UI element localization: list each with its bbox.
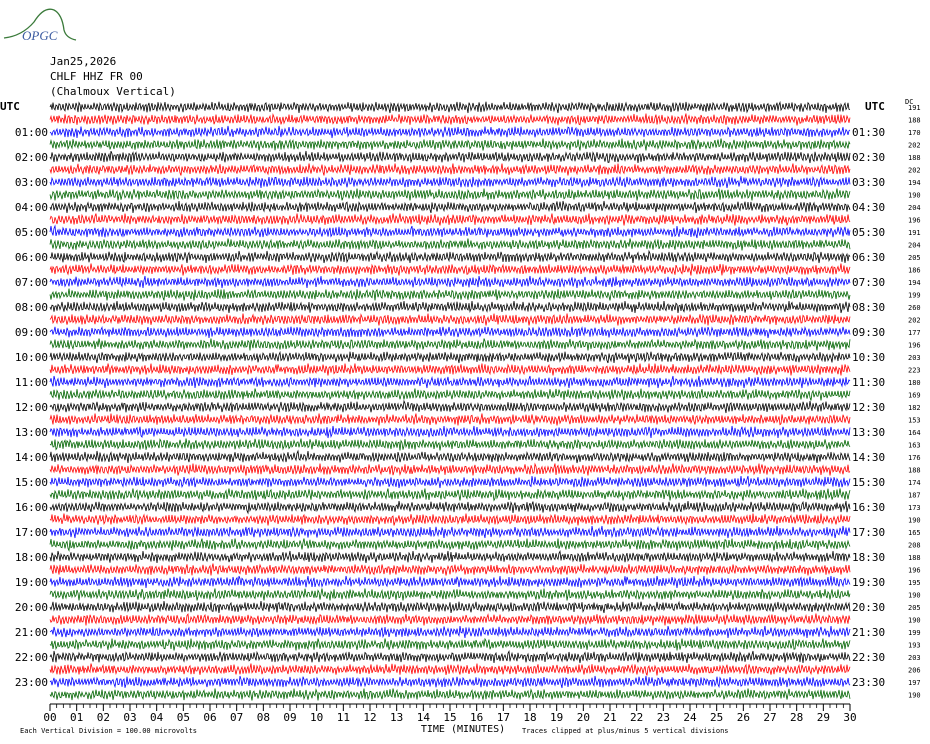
seismic-trace <box>50 514 850 526</box>
x-tick-label: 00 <box>43 711 57 724</box>
seismic-trace <box>50 151 850 163</box>
seismic-trace <box>50 626 850 638</box>
seismic-trace <box>50 239 850 251</box>
right-time-labels <box>852 126 885 689</box>
seismic-trace <box>50 426 850 438</box>
seismic-trace <box>50 601 850 613</box>
right-time-label: 20:30 <box>852 601 886 614</box>
dc-value: 205 <box>908 604 921 612</box>
left-time-label: 21:00 <box>14 626 48 639</box>
left-time-label: 10:00 <box>14 351 48 364</box>
x-tick-label: 02 <box>96 711 110 724</box>
dc-value: 202 <box>908 166 921 175</box>
header-location: (Chalmoux Vertical) <box>50 85 176 98</box>
left-time-label: 08:00 <box>14 301 48 314</box>
left-time-label: 09:00 <box>14 326 48 339</box>
dc-value: 190 <box>908 691 921 700</box>
x-tick-label: 28 <box>790 711 804 724</box>
seismic-trace <box>50 226 850 238</box>
seismic-trace <box>50 401 850 413</box>
dc-value: 173 <box>908 504 921 512</box>
seismic-trace <box>50 126 850 138</box>
dc-value: 190 <box>908 191 921 200</box>
seismic-trace <box>50 339 850 351</box>
right-time-label: 09:30 <box>852 326 886 339</box>
right-time-label: 17:30 <box>852 526 886 539</box>
left-time-label: 14:00 <box>14 451 48 464</box>
x-tick-label: 24 <box>683 711 697 724</box>
scale-note: Each Vertical Division = 100.00 microvolts <box>20 727 198 735</box>
dc-value: 153 <box>908 416 921 425</box>
x-axis-title: TIME (MINUTES) <box>420 724 506 735</box>
x-tick-label: 22 <box>630 711 644 724</box>
dc-value: 169 <box>908 391 921 400</box>
left-time-label: 18:00 <box>14 551 48 564</box>
dc-value: 195 <box>908 579 921 587</box>
left-time-label: 22:00 <box>14 651 48 664</box>
dc-value: 193 <box>908 641 921 650</box>
dc-value: 188 <box>908 554 921 562</box>
dc-value: 196 <box>908 216 921 225</box>
left-time-label: 02:00 <box>14 151 48 164</box>
right-time-label: 08:30 <box>852 301 886 314</box>
left-time-label: 12:00 <box>14 401 48 414</box>
right-time-label: 21:30 <box>852 626 886 639</box>
dc-value: 206 <box>908 666 921 675</box>
dc-value: 223 <box>908 366 921 375</box>
dc-value: 170 <box>908 129 921 137</box>
dc-value: 190 <box>908 516 921 525</box>
dc-value: 194 <box>908 179 921 187</box>
seismic-trace <box>50 539 850 551</box>
seismic-trace <box>50 189 850 201</box>
left-time-label: 06:00 <box>14 251 48 264</box>
x-tick-label: 18 <box>523 711 537 724</box>
seismic-trace <box>50 214 850 226</box>
dc-value: 188 <box>908 116 921 125</box>
dc-value: 177 <box>908 329 921 337</box>
seismic-trace <box>50 201 850 213</box>
left-time-label: 13:00 <box>14 426 48 439</box>
x-tick-label: 27 <box>763 711 777 724</box>
right-time-label: 02:30 <box>852 151 886 164</box>
seismic-trace <box>50 176 850 188</box>
dc-value: 196 <box>908 566 921 575</box>
right-time-label: 19:30 <box>852 576 886 589</box>
left-utc-label: UTC <box>0 100 20 113</box>
seismic-trace <box>50 114 850 126</box>
x-tick-label: 20 <box>576 711 590 724</box>
dc-value: 204 <box>908 204 921 212</box>
left-time-label: 20:00 <box>14 601 48 614</box>
x-tick-label: 23 <box>656 711 670 724</box>
x-tick-label: 09 <box>283 711 297 724</box>
seismic-trace <box>50 364 850 376</box>
seismic-trace <box>50 614 850 626</box>
dc-value: 203 <box>908 654 921 662</box>
seismic-trace <box>50 376 850 388</box>
seismic-trace <box>50 352 850 363</box>
seismic-trace <box>50 264 850 276</box>
left-time-label: 17:00 <box>14 526 48 539</box>
x-tick-label: 29 <box>816 711 830 724</box>
right-time-label: 14:30 <box>852 451 886 464</box>
x-tick-label: 03 <box>123 711 137 724</box>
seismic-trace <box>50 526 850 538</box>
dc-value: 174 <box>908 479 921 487</box>
right-time-label: 15:30 <box>852 476 886 489</box>
dc-value: 191 <box>908 229 921 237</box>
x-tick-label: 04 <box>150 711 164 724</box>
seismic-trace <box>50 289 850 301</box>
right-time-label: 22:30 <box>852 651 886 664</box>
x-tick-label: 12 <box>363 711 377 724</box>
seismic-trace <box>50 276 850 288</box>
dc-value: 188 <box>908 466 921 475</box>
dc-value: 182 <box>908 404 921 412</box>
dc-value: 202 <box>908 316 921 325</box>
right-time-label: 07:30 <box>852 276 886 289</box>
seismic-trace <box>50 651 850 663</box>
left-time-label: 01:00 <box>14 126 48 139</box>
dc-value: 186 <box>908 266 921 275</box>
seismic-trace <box>50 589 850 601</box>
left-time-labels <box>15 126 48 689</box>
seismic-trace <box>50 689 850 701</box>
seismic-trace <box>50 102 850 113</box>
x-tick-label: 26 <box>736 711 750 724</box>
x-tick-label: 08 <box>256 711 270 724</box>
seismic-trace <box>50 551 850 563</box>
right-time-label: 06:30 <box>852 251 886 264</box>
seismic-trace <box>50 676 850 688</box>
seismic-trace <box>50 476 850 488</box>
dc-value: 260 <box>908 304 921 312</box>
right-time-label: 16:30 <box>852 501 886 514</box>
seismic-trace <box>50 164 850 176</box>
x-tick-label: 15 <box>443 711 457 724</box>
dc-value: 199 <box>908 291 921 300</box>
left-time-label: 03:00 <box>14 176 48 189</box>
right-utc-label: UTC <box>865 100 885 113</box>
dc-value: 191 <box>908 104 921 112</box>
right-time-label: 03:30 <box>852 176 886 189</box>
dc-value: 188 <box>908 154 921 162</box>
dc-value: 197 <box>908 679 921 687</box>
dc-value: 196 <box>908 341 921 350</box>
x-tick-label: 10 <box>310 711 324 724</box>
left-time-label: 05:00 <box>14 226 48 239</box>
x-tick-label: 11 <box>336 711 350 724</box>
dc-value: 194 <box>908 279 921 287</box>
right-time-label: 12:30 <box>852 401 886 414</box>
x-tick-label: 13 <box>390 711 404 724</box>
dc-value: 164 <box>908 429 921 437</box>
seismic-trace <box>50 301 850 313</box>
x-axis-ticks <box>43 704 856 724</box>
x-tick-label: 19 <box>550 711 564 724</box>
dc-value: 190 <box>908 591 921 600</box>
logo-text: OPGC <box>22 28 58 43</box>
seismic-trace <box>50 327 850 338</box>
dc-value-labels <box>908 104 921 700</box>
x-tick-label: 01 <box>70 711 84 724</box>
dc-value: 163 <box>908 441 921 450</box>
seismic-trace <box>50 489 850 501</box>
dc-value: 205 <box>908 254 921 262</box>
clip-note: Traces clipped at plus/minus 5 vertical divisions <box>522 727 729 735</box>
dc-value: 187 <box>908 491 921 500</box>
dc-header-label: DC <box>905 98 914 106</box>
x-tick-label: 25 <box>710 711 724 724</box>
seismic-trace <box>50 251 850 263</box>
right-time-label: 10:30 <box>852 351 886 364</box>
x-tick-label: 21 <box>603 711 617 724</box>
right-time-label: 11:30 <box>852 376 886 389</box>
dc-value: 176 <box>908 454 921 462</box>
x-tick-label: 17 <box>496 711 510 724</box>
dc-value: 203 <box>908 354 921 362</box>
left-time-label: 07:00 <box>14 276 48 289</box>
trace-group <box>50 102 850 701</box>
dc-value: 165 <box>908 529 921 537</box>
right-time-label: 18:30 <box>852 551 886 564</box>
seismic-trace <box>50 639 850 651</box>
right-time-label: 23:30 <box>852 676 886 689</box>
right-time-label: 13:30 <box>852 426 886 439</box>
dc-value: 199 <box>908 629 921 637</box>
seismic-trace <box>50 664 850 676</box>
seismic-trace <box>50 501 850 513</box>
dc-value: 180 <box>908 379 921 387</box>
right-time-label: 05:30 <box>852 226 886 239</box>
seismic-trace <box>50 389 850 401</box>
seismic-trace <box>50 464 850 476</box>
left-time-label: 19:00 <box>14 576 48 589</box>
seismic-trace <box>50 576 850 588</box>
header-station: CHLF HHZ FR 00 <box>50 70 143 83</box>
seismic-trace <box>50 451 850 463</box>
header-date: Jan25,2026 <box>50 55 117 68</box>
left-time-label: 11:00 <box>14 376 48 389</box>
dc-value: 208 <box>908 541 921 550</box>
seismic-trace <box>50 314 850 326</box>
dc-value: 202 <box>908 141 921 150</box>
x-tick-label: 05 <box>176 711 190 724</box>
seismic-trace <box>50 414 850 426</box>
left-time-label: 04:00 <box>14 201 48 214</box>
x-tick-label: 06 <box>203 711 217 724</box>
seismic-trace <box>50 139 850 151</box>
seismic-trace <box>50 564 850 576</box>
right-time-label: 04:30 <box>852 201 886 214</box>
left-time-label: 16:00 <box>14 501 48 514</box>
x-tick-label: 16 <box>470 711 484 724</box>
seismic-trace <box>50 439 850 451</box>
dc-value: 190 <box>908 616 921 625</box>
x-tick-label: 30 <box>843 711 857 724</box>
x-tick-label: 14 <box>416 711 430 724</box>
x-tick-label: 07 <box>230 711 244 724</box>
dc-value: 204 <box>908 241 921 250</box>
left-time-label: 15:00 <box>14 476 48 489</box>
left-time-label: 23:00 <box>14 676 48 689</box>
right-time-label: 01:30 <box>852 126 886 139</box>
